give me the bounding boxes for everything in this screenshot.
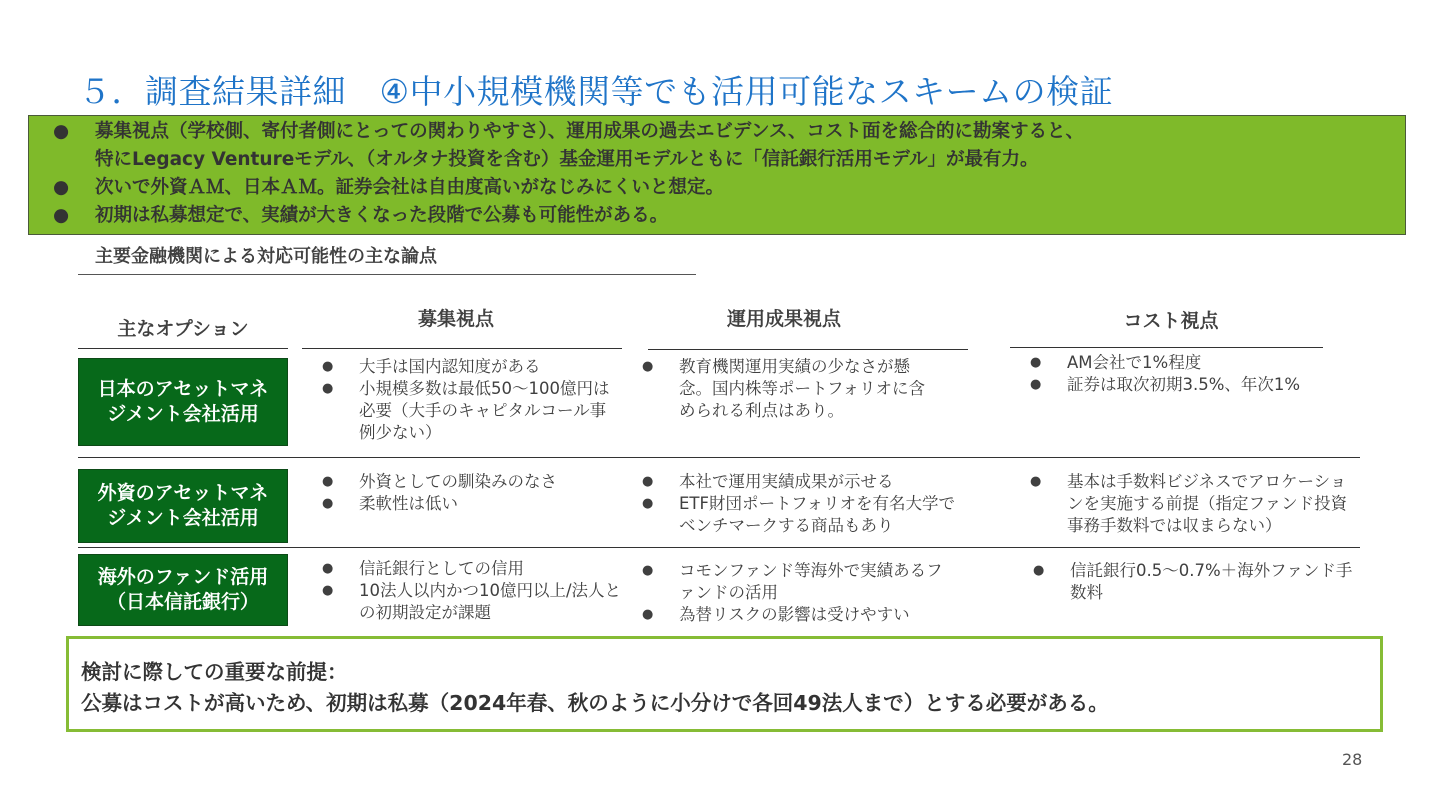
list-item: ● 証券は取次初期3.5%、年次1% bbox=[1030, 375, 1301, 394]
premise-text: 公募はコストが高いため、初期は私募（2024年春、秋のように小分けで各回49法人まで）とする必要がある。 bbox=[81, 691, 1109, 715]
option-foreign-am: 外資のアセットマネ ジメント会社活用 bbox=[78, 469, 288, 543]
summary-box bbox=[28, 115, 1406, 235]
list-item: ● ETF財団ポートフォリオを有名大学でベンチマークする商品もあり bbox=[642, 494, 956, 535]
bullet-icon: ● bbox=[322, 496, 334, 511]
summary-list bbox=[29, 116, 1405, 230]
list-item: ● 為替リスクの影響は受けやすい bbox=[642, 605, 910, 624]
divider bbox=[78, 457, 1360, 458]
divider bbox=[1010, 347, 1323, 348]
bullet-icon: ● bbox=[53, 205, 70, 226]
column-header-cost: コスト視点 bbox=[1123, 310, 1219, 332]
divider bbox=[78, 547, 1360, 548]
option-overseas-fund: 海外のファンド活用 （日本信託銀行） bbox=[78, 554, 288, 626]
cell-recruit bbox=[322, 558, 627, 624]
summary-item: ● 募集視点（学校側、寄付者側にとっての関わりやすさ）、運用成果の過去エビデンス、コスト面を総合的に勘案すると、 bbox=[29, 118, 1405, 146]
list-item: ● コモンファンド等海外で実績あるファンドの活用 bbox=[642, 561, 943, 602]
page-title: ５．調査結果詳細 ④中小規模機関等でも活用可能なスキームの検証 bbox=[78, 72, 1114, 111]
list-item: ● 信託銀行としての信用 bbox=[322, 559, 524, 578]
bullet-icon: ● bbox=[53, 177, 70, 198]
list-item: ● 外資としての馴染みのなさ bbox=[322, 472, 557, 491]
bullet-icon: ● bbox=[53, 121, 70, 142]
cell-recruit bbox=[322, 471, 612, 515]
bullet-icon: ● bbox=[1030, 474, 1042, 489]
bullet-icon: ● bbox=[642, 359, 654, 374]
option-japan-am: 日本のアセットマネ ジメント会社活用 bbox=[78, 358, 288, 446]
cell-cost bbox=[1033, 560, 1355, 604]
divider bbox=[648, 349, 968, 350]
bullet-icon: ● bbox=[322, 359, 334, 374]
bullet-icon: ● bbox=[322, 583, 334, 598]
bullet-icon: ● bbox=[642, 563, 654, 578]
list-item: ● 教育機関運用実績の少なさが懸念。国内株等ポートフォリオに含められる利点はあり。 bbox=[642, 357, 926, 420]
list-item: ● 柔軟性は低い bbox=[322, 494, 458, 513]
summary-item-continuation: 特にLegacy Ventureモデル、（オルタナ投資を含む）基金運用モデルともに「信託銀行活用モデル」が最有力。 bbox=[95, 149, 1039, 170]
bullet-icon: ● bbox=[642, 607, 654, 622]
bullet-icon: ● bbox=[642, 496, 654, 511]
bullet-icon: ● bbox=[322, 561, 334, 576]
list-item: ● 本社で運用実績成果が示せる bbox=[642, 472, 894, 491]
cell-performance bbox=[642, 356, 934, 422]
column-header-performance: 運用成果視点 bbox=[726, 308, 841, 330]
cell-performance bbox=[642, 471, 964, 537]
bullet-icon: ● bbox=[642, 474, 654, 489]
bullet-icon: ● bbox=[1033, 563, 1045, 578]
divider bbox=[78, 348, 288, 349]
bullet-icon: ● bbox=[322, 474, 334, 489]
summary-item: ● 初期は私募想定で、実績が大きくなった段階で公募も可能性がある。 bbox=[29, 202, 1405, 230]
premise-box bbox=[66, 636, 1383, 732]
cell-performance bbox=[642, 560, 954, 626]
cell-cost bbox=[1030, 471, 1354, 537]
page-number: 28 bbox=[1342, 750, 1363, 769]
summary-item: ● 次いで外資ＡＭ、日本ＡＭ。証券会社は自由度高いがなじみにくいと想定。 bbox=[29, 174, 1405, 202]
bullet-icon: ● bbox=[322, 381, 334, 396]
divider bbox=[78, 274, 696, 275]
bullet-icon: ● bbox=[1030, 377, 1042, 392]
list-item: ● 信託銀行0.5～0.7%＋海外ファンド手数料 bbox=[1033, 561, 1353, 602]
list-item: ● AM会社で1%程度 bbox=[1030, 353, 1202, 372]
table-subheading: 主要金融機関による対応可能性の主な論点 bbox=[95, 246, 437, 267]
cell-cost bbox=[1030, 352, 1350, 396]
cell-recruit bbox=[322, 356, 612, 444]
bullet-icon: ● bbox=[1030, 355, 1042, 370]
column-header-option: 主なオプション bbox=[117, 318, 249, 340]
column-header-recruit: 募集視点 bbox=[417, 308, 494, 330]
list-item: ● 10法人以内かつ10億円以上/法人との初期設定が課題 bbox=[322, 581, 622, 622]
premise-heading: 検討に際しての重要な前提： bbox=[81, 660, 348, 684]
list-item: ● 小規模多数は最低50～100億円は必要（大手のキャピタルコール事例少ない） bbox=[322, 379, 610, 442]
divider bbox=[302, 348, 622, 349]
list-item: ● 基本は手数料ビジネスでアロケーションを実施する前提（指定ファンド投資事務手数料では収まらない） bbox=[1030, 472, 1348, 535]
list-item: ● 大手は国内認知度がある bbox=[322, 357, 541, 376]
